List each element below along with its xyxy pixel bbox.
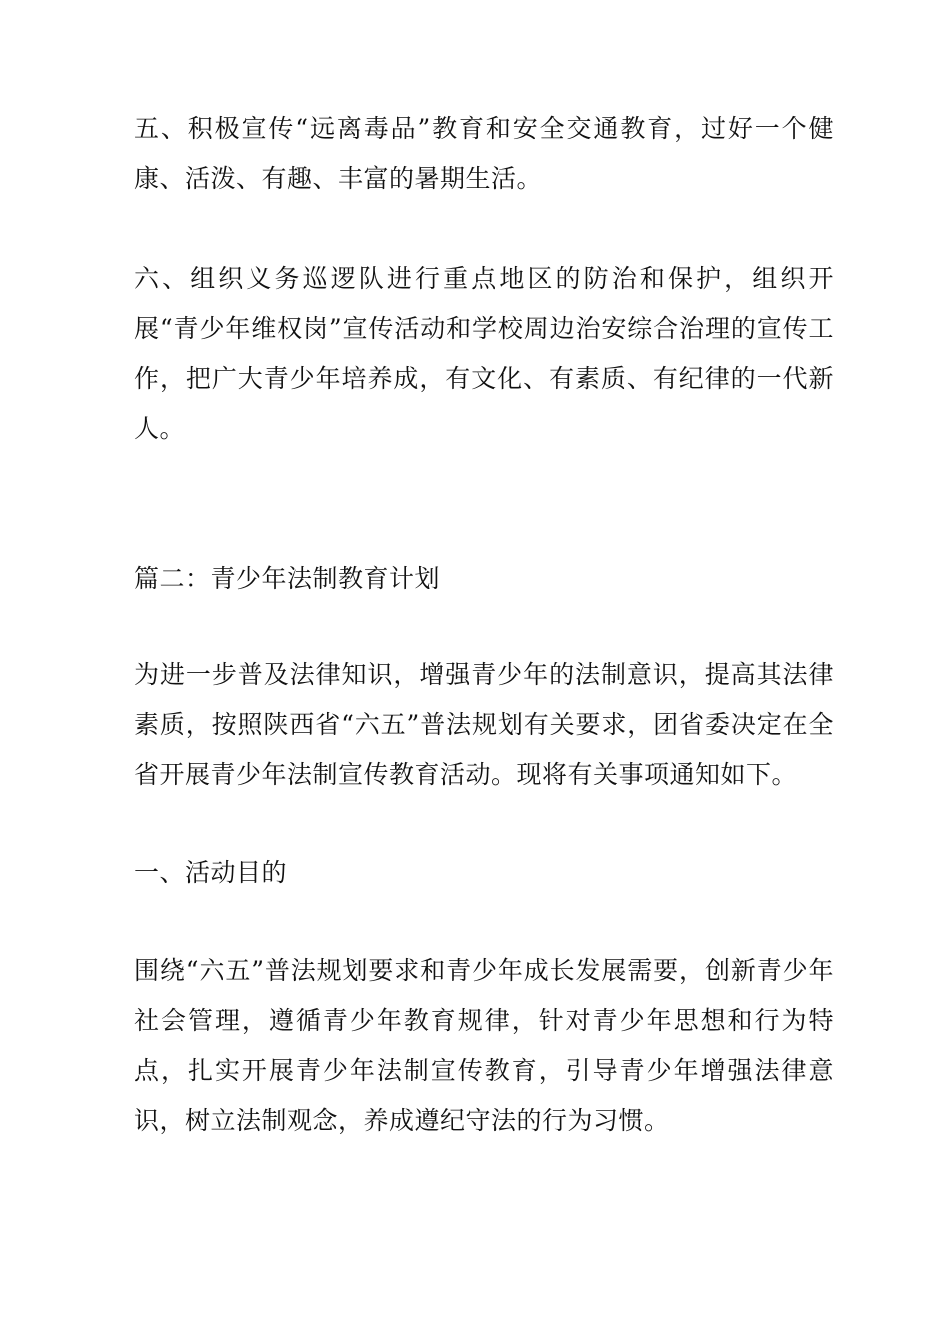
purpose-paragraph: 围绕“六五”普法规划要求和青少年成长发展需要，创新青少年社会管理，遵循青少年教育规律，针对青少年思想和行为特点，扎实开展青少年法制宣传教育，引导青少年增强法律意识，树立法制观念，养成遵纪守法的行为习惯。	[134, 956, 834, 1135]
paragraph-item-five: 五、积极宣传“远离毒品”教育和安全交通教育，过好一个健康、活泼、有趣、丰富的暑期生活。	[134, 114, 834, 193]
section-heading: 篇二：青少年法制教育计划	[134, 564, 441, 593]
intro-paragraph: 为进一步普及法律知识，增强青少年的法制意识，提高其法律素质，按照陕西省“六五”普法规划有关要求，团省委决定在全省开展青少年法制宣传教育活动。现将有关事项通知如下。	[134, 660, 834, 789]
subheading-activity-purpose: 一、活动目的	[134, 858, 288, 887]
paragraph-item-six: 六、组织义务巡逻队进行重点地区的防治和保护，组织开展“青少年维权岗”宣传活动和学校周边治安综合治理的宣传工作，把广大青少年培养成，有文化、有素质、有纪律的一代新人。	[134, 264, 834, 443]
